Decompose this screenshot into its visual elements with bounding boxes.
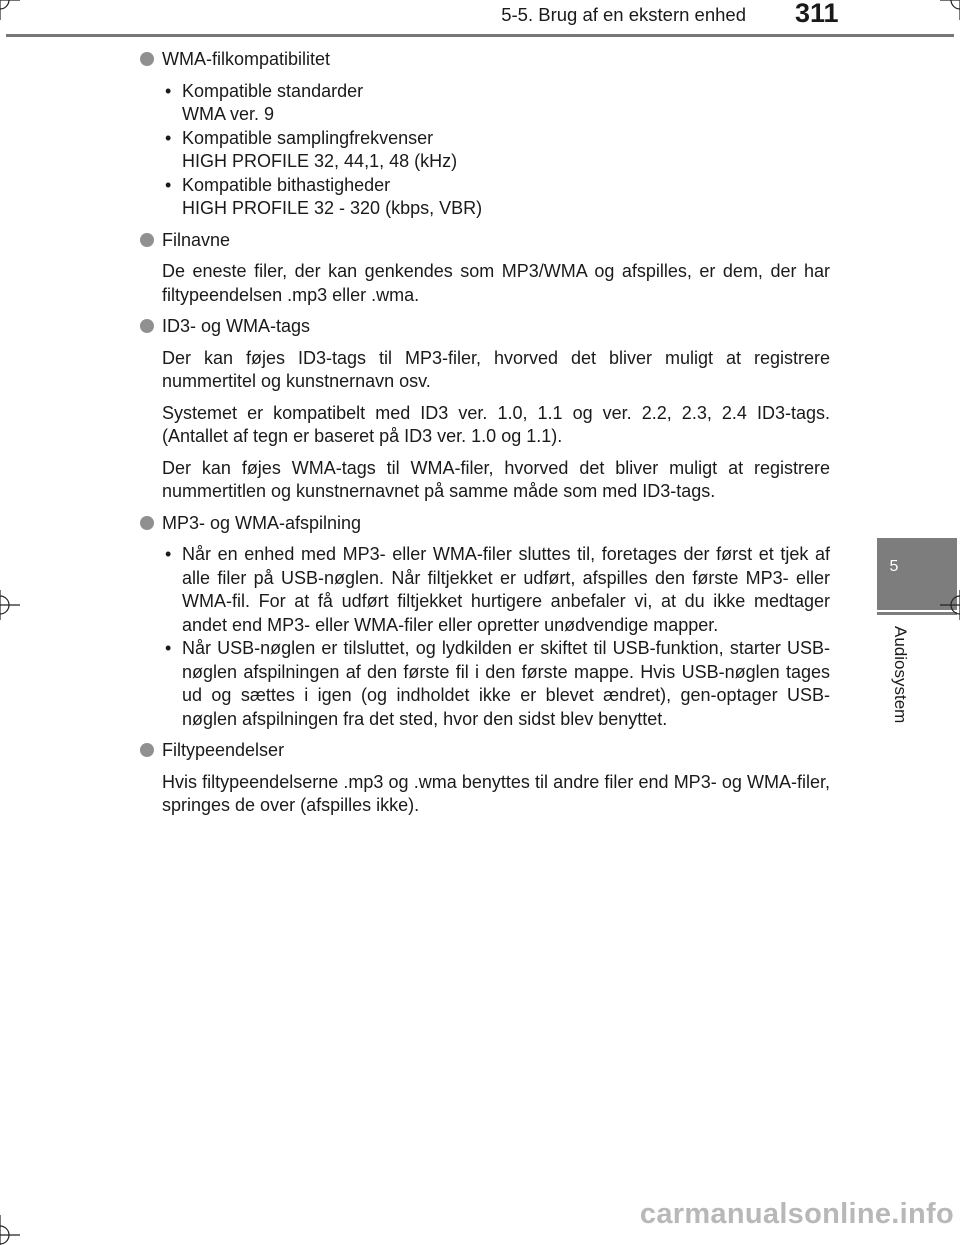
watermark: carmanualsonline.info: [639, 1198, 954, 1230]
header-title: 5-5. Brug af en ekstern enhed: [501, 4, 746, 25]
section-heading-extensions: Filtypeendelser: [140, 739, 830, 763]
paragraph: De eneste filer, der kan genkendes som MP3/WMA og afspilles, er dem, der har filtypeendelsen .mp3 eller .wma.: [162, 261, 830, 305]
crop-mark-bottom-left: [0, 1215, 20, 1245]
playback-list: [162, 543, 830, 731]
section-heading-filenames: Filnavne: [140, 229, 830, 253]
page-number: 311: [795, 0, 839, 28]
paragraph: Der kan føjes ID3-tags til MP3-filer, hvorved det bliver muligt at registrere nummertitel og kunstnernavn osv.: [162, 347, 830, 391]
crop-mark-top-left: [0, 0, 20, 20]
list-item: • Kompatible samplingfrekvenser HIGH PROFILE 32, 44,1, 48 (kHz): [165, 127, 458, 171]
chapter-number: 5: [889, 558, 899, 575]
section-bullet-icon: [140, 516, 154, 530]
section-bullet-icon: [140, 52, 154, 66]
section-bullet-icon: [140, 233, 154, 247]
list-item: • Kompatible standarder WMA ver. 9: [165, 80, 364, 124]
section-bullet-icon: [140, 743, 154, 757]
page-body: [140, 48, 830, 826]
wma-compatibility-list: [162, 80, 830, 221]
section-heading-playback: MP3- og WMA-afspilning: [140, 512, 830, 536]
section-heading-tags: ID3- og WMA-tags: [140, 315, 830, 339]
crop-mark-top-right: [940, 0, 960, 20]
list-item: • Når USB-nøglen er tilsluttet, og lydkilden er skiftet til USB-funktion, starter USB-nøglen afspilningen af den første fil i den første mappe. Hvis USB-nøglen tages ud og sættes i igen (og indholdet ikke er blevet ændret), gen-optager USB-nøglen afspilningen fra det sted, hvor den sidst blev benyttet.: [165, 638, 830, 729]
section-heading-wma: WMA-filkompatibilitet: [140, 48, 830, 72]
list-item: • Kompatible bithastigheder HIGH PROFILE 32 - 320 (kbps, VBR): [165, 174, 483, 218]
paragraph: Systemet er kompatibelt med ID3 ver. 1.0, 1.1 og ver. 2.2, 2.3, 2.4 ID3-tags. (Antallet af tegn er baseret på ID3 ver. 1.0 og 1.1).: [162, 402, 830, 446]
crop-mark-middle-right: [940, 590, 960, 620]
paragraph: Hvis filtypeendelserne .mp3 og .wma benyttes til andre filer end MP3- og WMA-filer, springes de over (afspilles ikke).: [162, 771, 830, 815]
section-bullet-icon: [140, 319, 154, 333]
header-rule: [6, 34, 954, 37]
chapter-label: Audiosystem: [891, 626, 910, 724]
crop-mark-middle-left: [0, 590, 20, 620]
paragraph: Der kan føjes WMA-tags til WMA-filer, hvorved det bliver muligt at registrere nummertitlen og kunstnernavnet på samme måde som med ID3-tags.: [162, 457, 830, 501]
list-item: • Når en enhed med MP3- eller WMA-filer sluttes til, foretages der først et tjek af alle filer på USB-nøglen. Når filtjekket er udført, afspilles den første MP3- eller WMA-fil. For at få udført filtjekket hurtigere anbefaler vi, at du ikke medtager andet end MP3- eller WMA-filer eller opretter unødvendige mapper.: [165, 544, 830, 635]
